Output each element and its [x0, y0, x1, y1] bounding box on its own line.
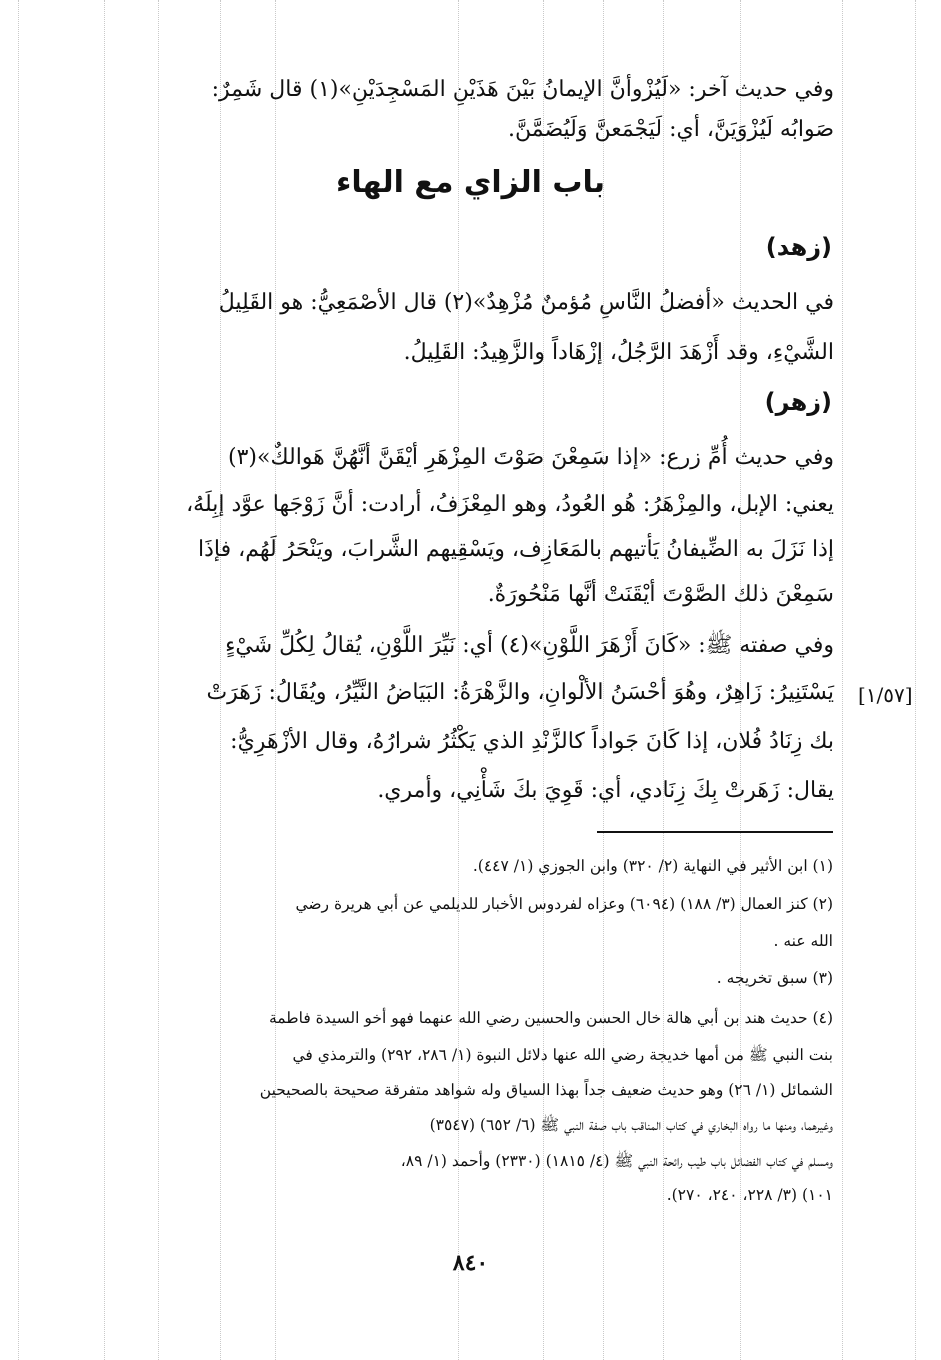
entry-zahara-line-4: سَمِعْنَ ذلك الصَّوْتَ أيْقَنَتْ أنَّها مَنْحُورَةٌ. [487, 582, 834, 607]
footnote-line: ١٠١) (٣/ ٢٢٨، ٢٤٠، ٢٧٠). [666, 1186, 833, 1204]
guide-line [18, 0, 19, 1360]
chapter-title: باب الزاي مع الهاء [335, 165, 606, 200]
footnote-line: ومسلم في كتاب الفضائل باب طيب رائحة النبي ﷺ (٤/ ١٨١٥) (٢٣٣٠) وأحمد (١/ ٨٩، [400, 1152, 833, 1170]
footnote-line: وغيرهما، ومنها ما رواه البخاري في كتاب المناقب باب صفة النبي ﷺ (٦/ ٦٥٢) (٣٥٤٧) [429, 1116, 833, 1134]
footnote-line: (١) ابن الأثير في النهاية (٢/ ٣٢٠) وابن الجوزي (١/ ٤٤٧). [472, 857, 833, 875]
paragraph-sifa-line-2: يَسْتَنِيرُ: زَاهِرٌ، وهُوَ أحْسَنُ الألْوانِ، والزَّهْرَةُ: البَيَاضُ النَّيِّرُ، ويُقَالُ: زَهَرَتْ [206, 680, 834, 705]
guide-line [915, 0, 916, 1360]
entry-zahara-line-2: يعني: الإبل، والمِزْهَرُ: هُو العُودُ، وهو المِعْزَفُ، أرادت: أنَّ زَوْجَها عوَّد إبِلَهُ، [186, 492, 834, 517]
entry-zahada-line-2: الشَّيْءِ، وقد أَزْهَدَ الرَّجُلُ، إزْهَاداً والزَّهِيدُ: القَلِيلُ. [403, 340, 834, 365]
paragraph-sifa-line-4: يقال: زَهَرتْ بِكَ زِنَادي، أي: قَوِيَ بكَ شَأْنِي، وأمري. [377, 778, 834, 803]
paragraph-sifa-line-3: بك زِنَادُ فُلان، إذا كَانَ جَواداً كالزَّنْدِ الذي يَكْثُرُ شرارُهُ، وقال الأزْهَرِيُّ: [230, 729, 834, 754]
footnote-line: (٢) كنز العمال (٣/ ١٨٨) (٦٠٩٤) وعزاه لفردوس الأخبار للديلمي عن أبي هريرة رضي [295, 895, 833, 913]
footnote-line: الشمائل (١/ ٢٦) وهو حديث ضعيف جداً بهذا السياق وله شواهد متفرقة صحيحة بالصحيحين [259, 1081, 833, 1099]
guide-line [104, 0, 105, 1360]
entry-heading-zahada: (زهد) [765, 233, 832, 261]
guide-line [158, 0, 159, 1360]
page-number: ٨٤٠ [452, 1250, 489, 1276]
entry-zahada-line-1: في الحديث «أفضلُ النَّاسِ مُؤمنٌ مُزْهِدٌ»(٢) قال الأصْمَعِيُّ: هو القَلِيلُ [218, 290, 834, 315]
footnote-line: بنت النبي ﷺ من أمها خديجة رضي الله عنها دلائل النبوة (١/ ٢٨٦، ٢٩٢) والترمذي في [292, 1046, 833, 1064]
footnote-line: (٤) حديث هند بن أبي هالة خال الحسن والحسين رضي الله عنهما فهو أخو السيدة فاطمة [269, 1009, 833, 1027]
paragraph-sifa-line-1: وفي صفته ﷺ: «كَانَ أَزْهَرَ اللَّوْنِ»(٤) أي: نَيِّرَ اللَّوْنِ، يُقالُ لِكُلِّ شَيْءٍ [225, 633, 834, 658]
intro-line-2: صَوابُه لَيُزْوَيَنَّ، أي: لَيَجْمَعنَّ وَلَيُضَمَّنَّ. [508, 117, 834, 142]
entry-heading-zahara: (زهر) [764, 388, 832, 416]
guide-line [842, 0, 843, 1360]
entry-zahara-line-3: إذا نَزَلَ به الضِّيفانُ يَأتيهم بالمَعَازِف، ويَسْقِيهم الشَّرابَ، ويَنْحَرُ لَهُم، فإذَا [198, 537, 834, 562]
entry-zahara-line-1: وفي حديث أُمِّ زرع: «إذا سَمِعْنَ صَوْتَ المِزْهَرِ أيْقَنَّ أنَّهُنَّ هَوالكٌ»(٣) [228, 445, 834, 470]
footnote-separator [597, 831, 833, 833]
intro-line-1: وفي حديث آخر: «لَيُزْوأنَّ الإيمانُ بَيْنَ هَذَيْنِ المَسْجِدَيْنِ»(١) قال شَمِرٌ: [211, 77, 834, 102]
margin-page-reference: [١/٥٧] [858, 683, 913, 707]
footnote-line: (٣) سبق تخريجه . [716, 969, 833, 987]
footnote-line: الله عنه . [773, 932, 833, 950]
